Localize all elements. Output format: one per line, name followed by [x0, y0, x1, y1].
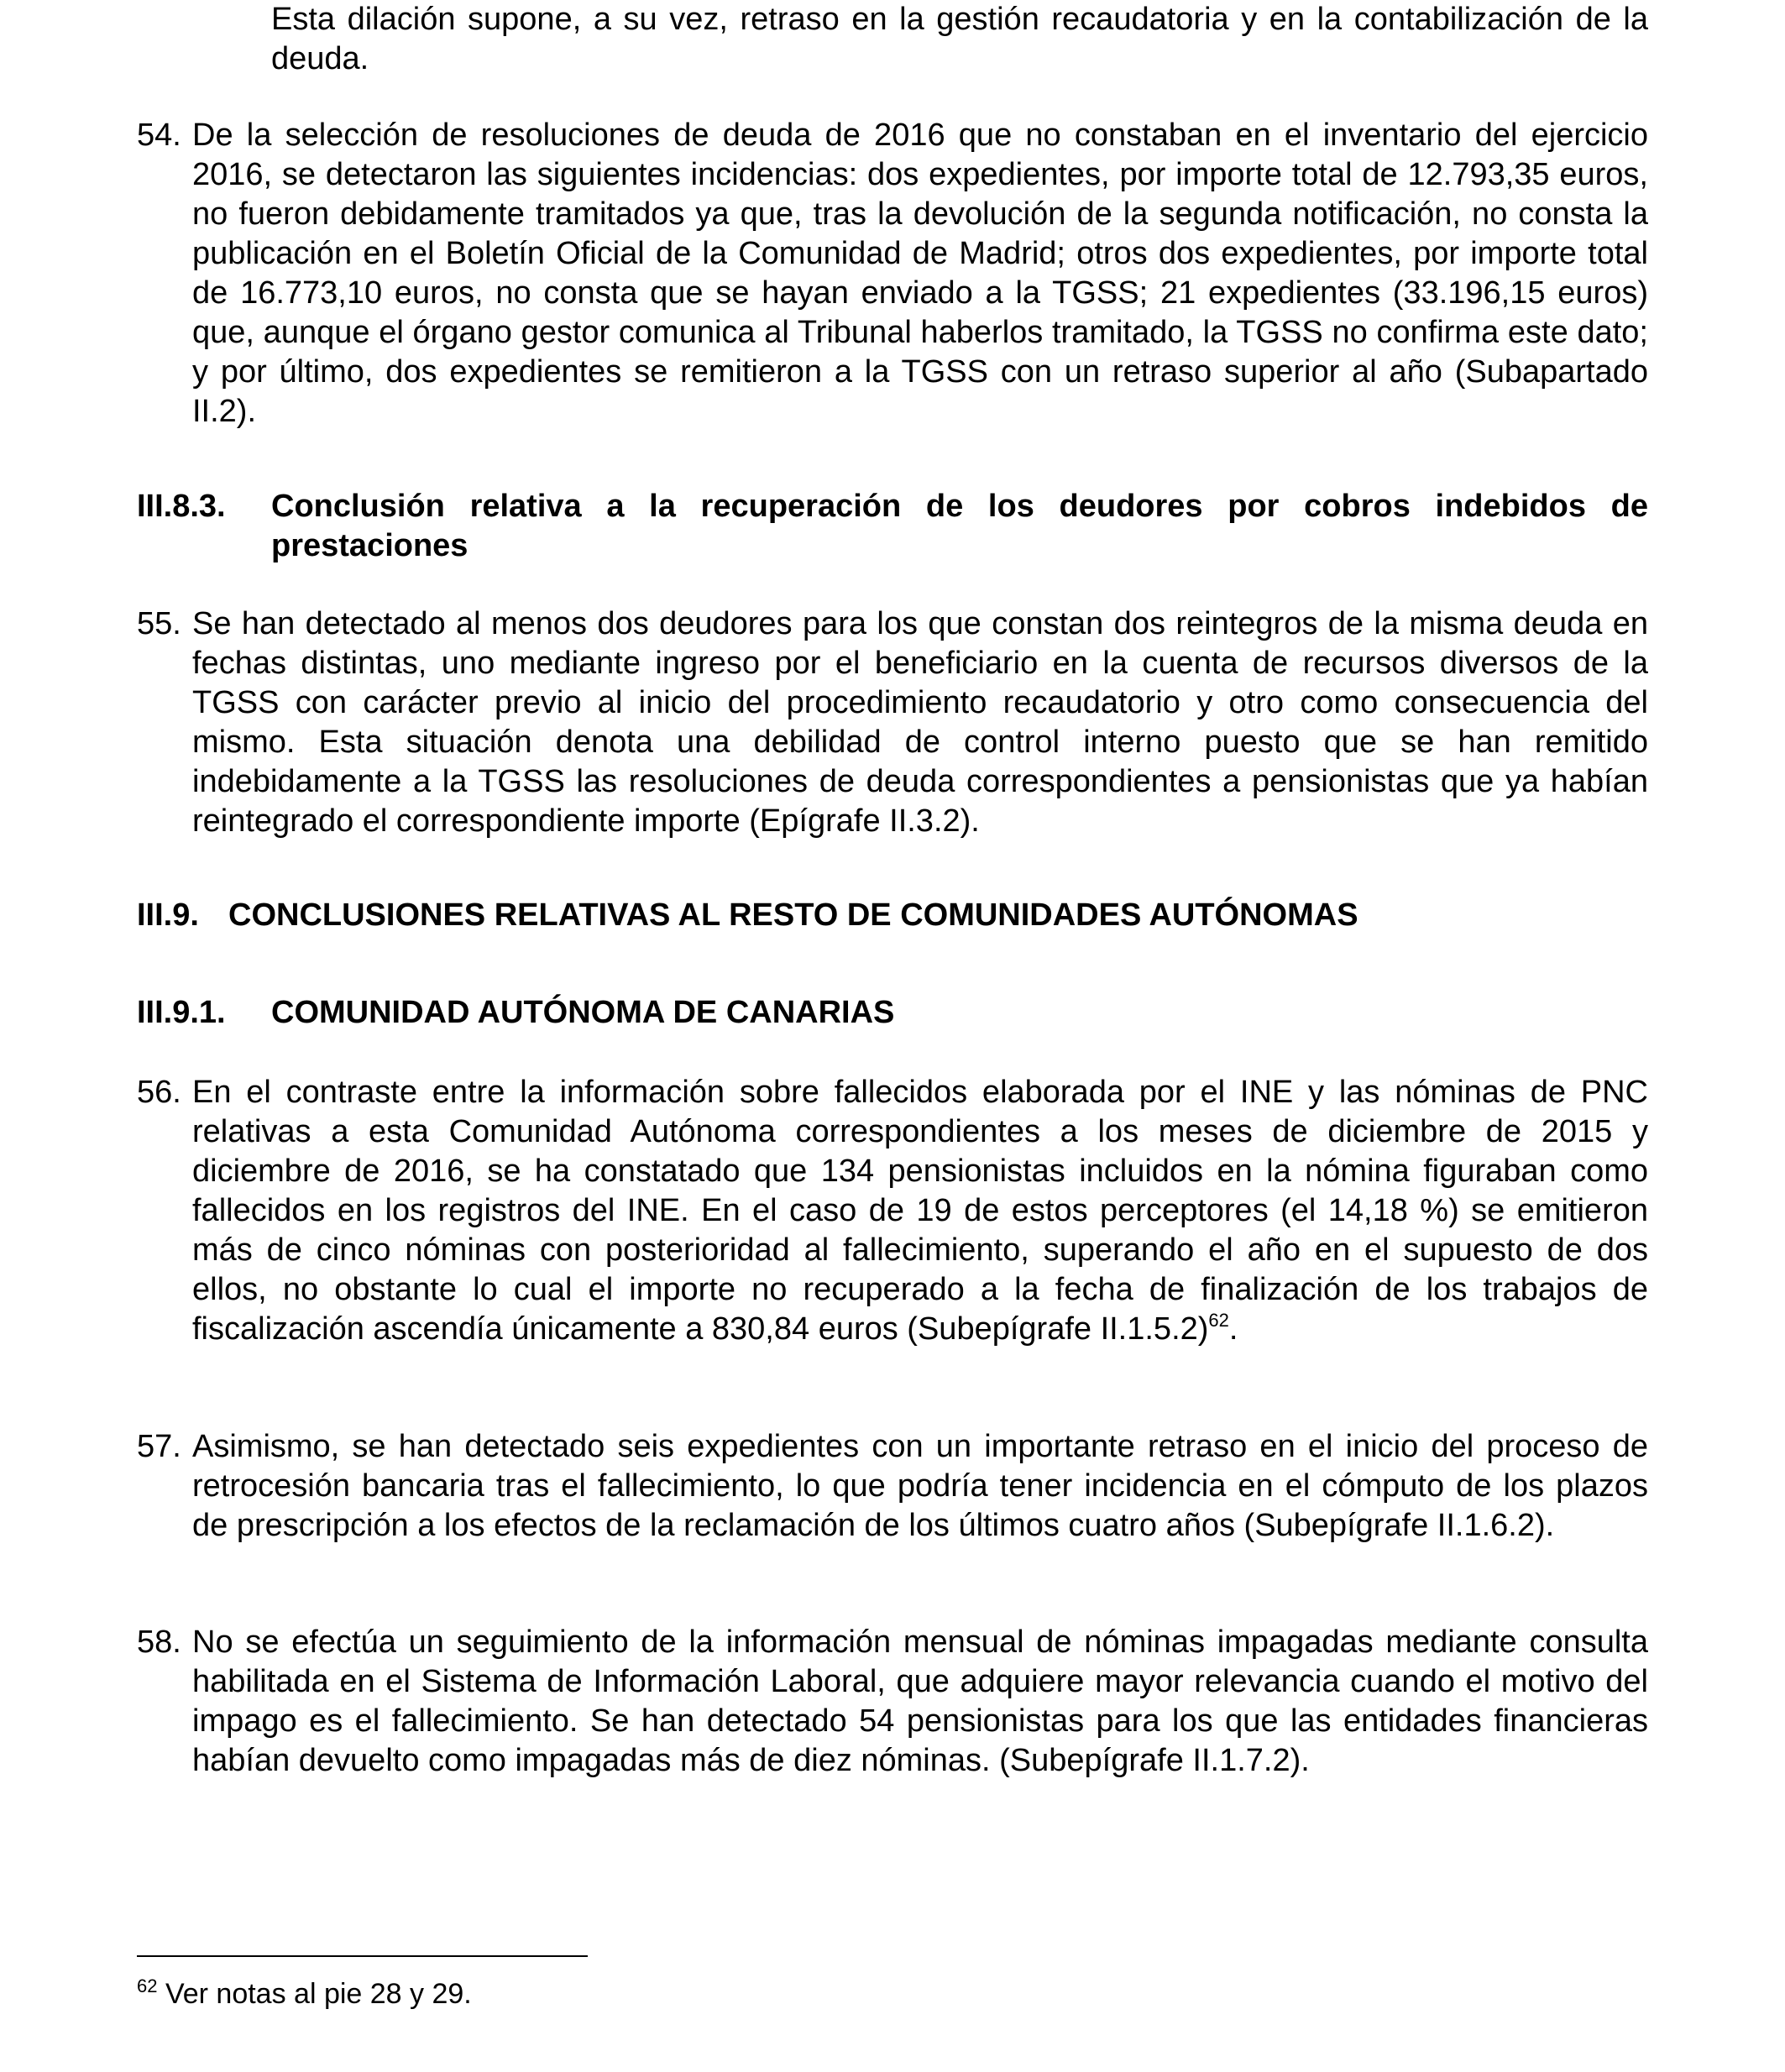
- paragraph-number: 54.: [137, 118, 181, 153]
- paragraph-number: 55.: [137, 606, 181, 641]
- heading-iii-9: [137, 896, 1648, 935]
- paragraph-number: 56.: [137, 1075, 181, 1110]
- paragraph-number: 57.: [137, 1429, 181, 1464]
- paragraph-55: [137, 604, 1648, 841]
- heading-text: Conclusión relativa a la recuperación de los deudores por cobros indebidos de prestaciones: [271, 489, 1648, 563]
- paragraph-text-wrapper: [192, 1073, 1648, 1349]
- paragraph-57: [137, 1427, 1648, 1546]
- paragraph-text: No se efectúa un seguimiento de la información mensual de nóminas impagadas mediante consulta habilitada en el Sistema de Información Laboral, que adquiere mayor relevancia cuando el motivo del impago es el fallecimiento. Se han detectado 54 pensionistas para los que las entidades financieras habían devuelto como impagadas más de diez nóminas. (Subepígrafe II.1.7.2).: [192, 1625, 1648, 1778]
- heading-number: III.9.: [137, 897, 199, 933]
- footnote-number: 62: [137, 1975, 158, 1996]
- paragraph-56: [137, 1073, 1648, 1349]
- heading-iii-9-1: [137, 993, 1648, 1033]
- paragraph-text: Esta dilación supone, a su vez, retraso en la gestión recaudatoria y en la contabilización de la deuda.: [271, 2, 1648, 76]
- continuation-paragraph: [271, 0, 1648, 79]
- heading-text: COMUNIDAD AUTÓNOMA DE CANARIAS: [271, 995, 895, 1030]
- paragraph-tail: .: [1228, 1311, 1238, 1347]
- heading-iii-8-3: [137, 487, 1648, 566]
- paragraph-text: Asimismo, se han detectado seis expedientes con un importante retraso en el inicio del proceso de retrocesión bancaria tras el fallecimiento, lo que podría tener incidencia en el cómputo de los plazos de prescripción a los efectos de la reclamación de los últimos cuatro años (Subepígrafe II.1.6.2).: [192, 1429, 1648, 1543]
- footnote: [137, 1975, 472, 2012]
- heading-number: III.8.3.: [137, 489, 226, 524]
- footnote-text: Ver notas al pie 28 y 29.: [165, 1978, 472, 2010]
- paragraph-54: [137, 116, 1648, 432]
- paragraph-58: [137, 1623, 1648, 1781]
- heading-number: III.9.1.: [137, 995, 226, 1030]
- paragraph-text: Se han detectado al menos dos deudores para los que constan dos reintegros de la misma deuda en fechas distintas, uno mediante ingreso por el beneficiario en la cuenta de recursos diversos de la TGSS con carácter previo al inicio del procedimiento recaudatorio y otro como consecuencia del mismo. Esta situación denota una debilidad de control interno puesto que se han remitido indebidamente a la TGSS las resoluciones de deuda correspondientes a pensionistas que ya habían reintegrado el correspondiente importe (Epígrafe II.3.2).: [192, 606, 1648, 839]
- paragraph-text: De la selección de resoluciones de deuda de 2016 que no constaban en el inventario del ejercicio 2016, se detectaron las siguientes incidencias: dos expedientes, por importe total de 12.793,35 euros, no fueron debidamente tramitados ya que, tras la devolución de la segunda notificación, no consta la publicación en el Boletín Oficial de la Comunidad de Madrid; otros dos expedientes, por importe total de 16.773,10 euros, no consta que se hayan enviado a la TGSS; 21 expedientes (33.196,15 euros) que, aunque el órgano gestor comunica al Tribunal haberlos tramitado, la TGSS no confirma este dato; y por último, dos expedientes se remitieron a la TGSS con un retraso superior al año (Subapartado II.2).: [192, 118, 1648, 429]
- footnote-separator: [137, 1955, 588, 1957]
- footnote-reference[interactable]: 62: [1208, 1310, 1229, 1331]
- heading-text: CONCLUSIONES RELATIVAS AL RESTO DE COMUNIDADES AUTÓNOMAS: [228, 897, 1358, 933]
- paragraph-text: En el contraste entre la información sobre fallecidos elaborada por el INE y las nóminas de PNC relativas a esta Comunidad Autónoma correspondientes a los meses de diciembre de 2015 y diciembre de 2016, se ha constatado que 134 pensionistas incluidos en la nómina figuraban como fallecidos en los registros del INE. En el caso de 19 de estos perceptores (el 14,18 %) se emitieron más de cinco nóminas con posterioridad al fallecimiento, superando el año en el supuesto de dos ellos, no obstante lo cual el importe no recuperado a la fecha de finalización de los trabajos de fiscalización ascendía únicamente a 830,84 euros (Subepígrafe II.1.5.2): [192, 1075, 1648, 1347]
- paragraph-number: 58.: [137, 1625, 181, 1660]
